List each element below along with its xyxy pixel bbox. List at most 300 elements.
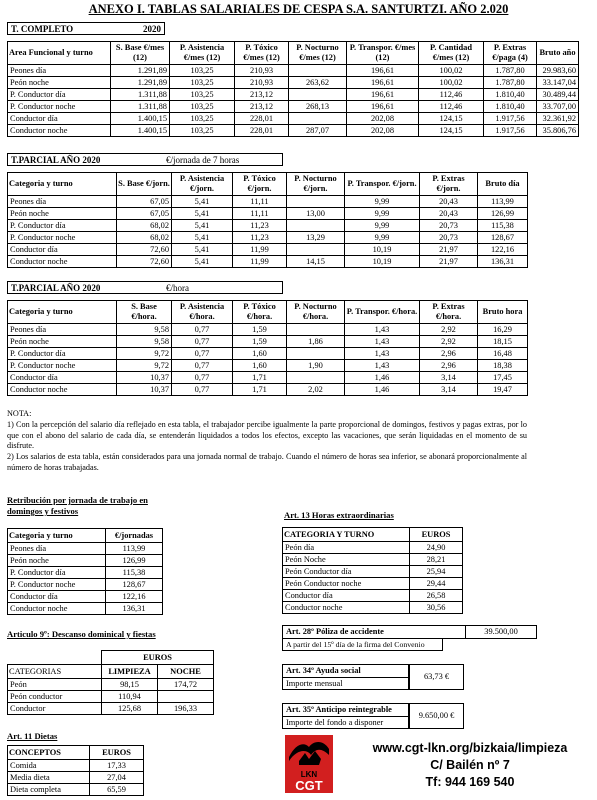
value-cell: 1,90 [287,360,345,372]
value-cell: 122,16 [106,591,163,603]
row-label-cell: P. Conductor noche [8,360,117,372]
value-cell: 0,77 [172,372,233,384]
value-cell: 26,58 [410,590,463,602]
section-label-text: T. COMPLETO [11,24,74,34]
art34-box [282,664,409,678]
blank-cell [8,651,102,665]
table-header-row [8,665,214,679]
value-cell: 0,77 [172,360,233,372]
table-row [8,65,579,77]
value-cell: 29,44 [410,578,463,590]
value-cell: 5,41 [172,208,233,220]
value-cell: 65,59 [90,784,144,796]
value-cell: 196,61 [347,65,419,77]
row-label-cell: Peones día [8,65,111,77]
table-row [8,360,528,372]
row-label-cell: P. Conductor día [8,220,117,232]
row-label-cell: Peones día [8,196,117,208]
value-cell: 1.400,15 [111,113,170,125]
table-row [8,232,528,244]
col-header: CATEGORIA Y TURNO [283,528,410,542]
value-cell: 1,71 [233,384,287,396]
section-label-text: T.PARCIAL AÑO 2020 [11,283,101,293]
value-cell: 19,47 [478,384,528,396]
value-cell: 68,02 [117,232,172,244]
value-cell: 25,94 [410,566,463,578]
value-cell: 0,77 [172,324,233,336]
value-cell: 11,11 [233,208,287,220]
col-header: Categoria y turno [8,529,106,543]
value-cell: 28,21 [410,554,463,566]
art28-sub-box [282,638,443,651]
col-header: €/jornadas [106,529,163,543]
value-cell: 1,43 [345,324,420,336]
value-cell: 72,60 [117,244,172,256]
table-parcial-hora [7,300,528,396]
value-cell: 196,61 [347,101,419,113]
table-body [8,679,214,715]
value-cell: 72,60 [117,256,172,268]
art34-sub-box [282,677,409,690]
value-cell [287,324,345,336]
note-1: 1) Con la percepción del salario día reflejado en esta tabla, el trabajador percibe igualmente la parte proporcional de domingos, festivos y pagas extras, por lo que con el abono del salario de cada día, se entenderán liquidados a todos los efectos, excepto las vacaciones, que serán liquidadas en el momento de su disfrute. [7,419,527,451]
row-label-cell: Peones día [8,543,106,555]
value-cell: 27,04 [90,772,144,784]
value-cell [287,348,345,360]
value-cell: 126,99 [478,208,528,220]
col-header: P. Asistencia €/jorn. [172,173,233,196]
value-cell: 2,96 [420,360,478,372]
table-body [8,543,163,615]
value-cell: 202,08 [347,113,419,125]
table-row [8,208,528,220]
notes [7,409,527,474]
table-row [8,220,528,232]
art11-title: Art. 11 Dietas [7,731,58,741]
value-cell: 125,68 [102,703,158,715]
table-row [8,77,579,89]
row-label-cell: Conductor día [8,372,117,384]
table-row [283,590,463,602]
value-cell: 9,99 [345,208,420,220]
table-row [8,256,528,268]
value-cell: 263,62 [289,77,347,89]
value-cell: 33.707,00 [537,101,579,113]
col-header: Bruto día [478,173,528,196]
value-cell: 287,07 [289,125,347,137]
table-euros-row [8,651,214,665]
row-label-cell: Peón noche [8,77,111,89]
value-cell [287,196,345,208]
art28-box [282,625,466,639]
value-cell: 1,60 [233,360,287,372]
section-year: 2020 [143,24,161,34]
table-row [8,101,579,113]
col-header: CATEGORIAS [8,665,102,679]
section-unit: €/hora [166,283,189,293]
art35-value-box [409,703,464,729]
row-label-cell: Comida [8,760,90,772]
value-cell: 196,33 [158,703,214,715]
art34-sub: Importe mensual [286,679,343,688]
row-label-cell: Conductor noche [283,602,410,614]
table-header-row [8,746,144,760]
value-cell: 9,99 [345,220,420,232]
value-cell: 67,05 [117,196,172,208]
value-cell: 9,58 [117,324,172,336]
table-row [8,555,163,567]
table-row [8,336,528,348]
row-label-cell: Peón noche [8,336,117,348]
table-row [283,578,463,590]
value-cell: 30,56 [410,602,463,614]
table-row [8,784,144,796]
table-body [8,196,528,268]
col-header: P. Transpor. €/mes (12) [347,42,419,65]
value-cell: 9,99 [345,232,420,244]
table-row [8,543,163,555]
value-cell [289,89,347,101]
row-label-cell: P. Conductor día [8,89,111,101]
art35-sub-box [282,716,409,729]
col-header: P. Extras €/hora. [420,301,478,324]
table-row [283,554,463,566]
contact-phone: Tf: 944 169 540 [425,775,515,789]
value-cell: 213,12 [235,89,289,101]
value-cell: 29.983,60 [537,65,579,77]
col-header: P. Extras €/paga (4) [484,42,537,65]
logo-graphic [285,735,333,793]
value-cell: 10,37 [117,372,172,384]
value-cell: 202,08 [347,125,419,137]
row-label-cell: Conductor noche [8,603,106,615]
col-header: P. Cantidad €/mes (12) [419,42,484,65]
value-cell: 115,38 [106,567,163,579]
value-cell [289,113,347,125]
table-header-row [8,529,163,543]
row-label-cell: P. Conductor día [8,348,117,360]
art34-title: Art. 34º Ayuda social [286,666,361,675]
value-cell: 1,71 [233,372,287,384]
value-cell: 1.787,80 [484,65,537,77]
table-row [8,679,214,691]
col-header: Bruto año [537,42,579,65]
table-header-row [8,42,579,65]
table-body [8,324,528,396]
value-cell: 11,99 [233,244,287,256]
col-header: P. Transpor. €/hora. [345,301,420,324]
value-cell: 103,25 [170,125,235,137]
art28-value: 39.500,00 [484,627,518,636]
col-header: P. Tóxico €/jorn. [233,173,287,196]
value-cell: 103,25 [170,113,235,125]
col-header: P. Tóxico €/hora. [233,301,287,324]
value-cell: 9,72 [117,360,172,372]
contact-address: C/ Bailén nº 7 [430,758,510,772]
value-cell: 21,97 [420,244,478,256]
table-row [8,384,528,396]
value-cell: 103,25 [170,77,235,89]
col-header: EUROS [410,528,463,542]
value-cell: 2,92 [420,324,478,336]
table-row [8,703,214,715]
value-cell: 112,46 [419,101,484,113]
table-header-row [8,301,528,324]
row-label-cell: Conductor día [283,590,410,602]
value-cell: 17,33 [90,760,144,772]
value-cell: 1,43 [345,336,420,348]
table-body [283,542,463,614]
value-cell: 18,38 [478,360,528,372]
row-label-cell: Conductor noche [8,384,117,396]
value-cell: 5,41 [172,244,233,256]
table-art13 [282,527,463,614]
value-cell: 228,01 [235,125,289,137]
value-cell: 9,58 [117,336,172,348]
value-cell: 10,19 [345,256,420,268]
row-label-cell: Media dieta [8,772,90,784]
col-header: S. Base €/jorn. [117,173,172,196]
art35-box [282,703,409,717]
art28-title: Art. 28º Póliza de accidente [286,627,384,636]
value-cell: 1.917,56 [484,125,537,137]
table-row [8,372,528,384]
art34-value-box [409,664,464,690]
value-cell: 103,25 [170,101,235,113]
value-cell: 5,41 [172,196,233,208]
value-cell: 213,12 [235,101,289,113]
value-cell: 20,73 [420,232,478,244]
col-header: P. Nocturno €/jorn. [287,173,345,196]
table-row [8,760,144,772]
col-header: S. Base €/hora. [117,301,172,324]
value-cell: 3,14 [420,384,478,396]
value-cell: 136,31 [478,256,528,268]
value-cell: 5,41 [172,220,233,232]
value-cell: 113,99 [478,196,528,208]
value-cell: 13,00 [287,208,345,220]
value-cell: 196,61 [347,89,419,101]
col-header: P. Asistencia €/hora. [172,301,233,324]
value-cell: 1,59 [233,336,287,348]
table-row [283,566,463,578]
value-cell: 0,77 [172,348,233,360]
value-cell: 228,01 [235,113,289,125]
value-cell: 2,02 [287,384,345,396]
col-header: LIMPIEZA [102,665,158,679]
value-cell: 110,94 [102,691,158,703]
value-cell: 124,15 [419,125,484,137]
table-body [8,760,144,796]
value-cell: 35.806,76 [537,125,579,137]
value-cell: 11,23 [233,220,287,232]
row-label-cell: Conductor día [8,591,106,603]
value-cell: 210,93 [235,77,289,89]
value-cell: 124,15 [419,113,484,125]
value-cell: 113,99 [106,543,163,555]
row-label-cell: Conductor noche [8,256,117,268]
value-cell: 1.810,40 [484,101,537,113]
row-label-cell: Peón [8,679,102,691]
value-cell: 33.147,04 [537,77,579,89]
value-cell: 2,96 [420,348,478,360]
col-header: CONCEPTOS [8,746,90,760]
value-cell: 16,48 [478,348,528,360]
col-header: P. Tóxico €/mes (12) [235,42,289,65]
cgt-lkn-logo [285,735,333,793]
table-row [283,542,463,554]
contact-web: www.cgt-lkn.org/bizkaia/limpieza [372,741,568,755]
value-cell: 24,90 [410,542,463,554]
value-cell: 1.917,56 [484,113,537,125]
col-header: Categoria y turno [8,173,117,196]
row-label-cell: Conductor día [8,113,111,125]
value-cell: 136,31 [106,603,163,615]
value-cell: 1,59 [233,324,287,336]
value-cell: 67,05 [117,208,172,220]
col-header: EUROS [90,746,144,760]
value-cell: 14,15 [287,256,345,268]
value-cell: 20,43 [420,196,478,208]
value-cell: 100,02 [419,65,484,77]
row-label-cell: Peón Noche [283,554,410,566]
value-cell: 1,43 [345,348,420,360]
art13-title: Art. 13 Horas extraordinarias [284,510,394,520]
value-cell: 20,73 [420,220,478,232]
value-cell [287,220,345,232]
row-label-cell: P. Conductor noche [8,579,106,591]
row-label-cell: Conductor [8,703,102,715]
domingos-title: Retribución por jornada de trabajo en domingos y festivos [7,495,148,516]
value-cell: 13,29 [287,232,345,244]
value-cell: 98,15 [102,679,158,691]
table-row [8,244,528,256]
table-row [8,591,163,603]
value-cell: 11,99 [233,256,287,268]
row-label-cell: Peón conductor [8,691,102,703]
value-cell: 122,16 [478,244,528,256]
value-cell: 1.787,80 [484,77,537,89]
table-art11 [7,745,144,796]
row-label-cell: Peón noche [8,208,117,220]
notes-heading: NOTA: [7,409,32,418]
value-cell: 1,43 [345,360,420,372]
art9-title: Articulo 9º: Descanso dominical y fiestas [7,629,156,639]
value-cell: 126,99 [106,555,163,567]
value-cell: 0,77 [172,384,233,396]
value-cell: 103,25 [170,65,235,77]
art28-value-box [465,625,537,639]
logo-cgt-text: CGT [295,778,323,793]
col-header: P. Nocturno €/mes (12) [289,42,347,65]
table-row [8,348,528,360]
value-cell: 115,38 [478,220,528,232]
value-cell: 3,14 [420,372,478,384]
value-cell [287,244,345,256]
art28-sub: A partir del 15º día de la firma del Convenio [286,640,425,649]
value-cell: 128,67 [106,579,163,591]
value-cell: 11,23 [233,232,287,244]
table-parcial-jornada [7,172,528,268]
section-label-text: T.PARCIAL AÑO 2020 [11,155,101,165]
table-row [8,603,163,615]
euros-header: EUROS [102,651,214,665]
value-cell: 11,11 [233,196,287,208]
table-row [283,602,463,614]
col-header: Bruto hora [478,301,528,324]
value-cell: 9,99 [345,196,420,208]
value-cell: 17,45 [478,372,528,384]
value-cell: 68,02 [117,220,172,232]
logo-lkn-text: LKN [300,770,318,779]
table-row [8,772,144,784]
row-label-cell: Peón Conductor día [283,566,410,578]
value-cell: 112,46 [419,89,484,101]
value-cell: 103,25 [170,89,235,101]
value-cell: 196,61 [347,77,419,89]
value-cell: 1,46 [345,384,420,396]
art35-title: Art. 35º Anticipo reintegrable [286,705,392,714]
col-header: S. Base €/mes (12) [111,42,170,65]
row-label-cell: Peón noche [8,555,106,567]
section-label-parcial-jornada [7,153,283,166]
value-cell: 1.810,40 [484,89,537,101]
section-label-completo [7,22,165,35]
value-cell: 2,92 [420,336,478,348]
value-cell: 1.291,89 [111,77,170,89]
value-cell: 30.489,44 [537,89,579,101]
table-header-row [8,173,528,196]
table-row [8,567,163,579]
col-header: P. Extras €/jorn. [420,173,478,196]
row-label-cell: P. Conductor noche [8,101,111,113]
table-row [8,324,528,336]
value-cell: 174,72 [158,679,214,691]
table-row [8,691,214,703]
row-label-cell: Peón Conductor noche [283,578,410,590]
col-header: Area Funcional y turno [8,42,111,65]
value-cell [158,691,214,703]
row-label-cell: Conductor día [8,244,117,256]
note-2: 2) Los salarios de esta tabla, están considerados para una jornada normal de trabajo. Cuando el número de horas sea inferior, se abonará proporcionalmente al número de horas trabajadas. [7,452,527,472]
value-cell: 1,46 [345,372,420,384]
value-cell: 128,67 [478,232,528,244]
value-cell: 5,41 [172,256,233,268]
section-label-parcial-hora [7,281,283,294]
table-art9 [7,650,214,715]
section-unit: €/jornada de 7 horas [166,155,240,165]
table-completo [7,41,579,137]
value-cell: 0,77 [172,336,233,348]
value-cell: 1.311,88 [111,101,170,113]
value-cell: 10,19 [345,244,420,256]
contact-block [345,740,595,791]
value-cell: 21,97 [420,256,478,268]
value-cell: 1,60 [233,348,287,360]
row-label-cell: P. Conductor noche [8,232,117,244]
value-cell: 268,13 [289,101,347,113]
row-label-cell: P. Conductor día [8,567,106,579]
col-header: NOCHE [158,665,214,679]
value-cell: 1.311,88 [111,89,170,101]
table-row [8,579,163,591]
value-cell: 1.291,89 [111,65,170,77]
row-label-cell: Peón día [283,542,410,554]
art35-sub: Importe del fondo a disponer [286,718,384,727]
value-cell [289,65,347,77]
value-cell: 20,43 [420,208,478,220]
value-cell: 1.400,15 [111,125,170,137]
